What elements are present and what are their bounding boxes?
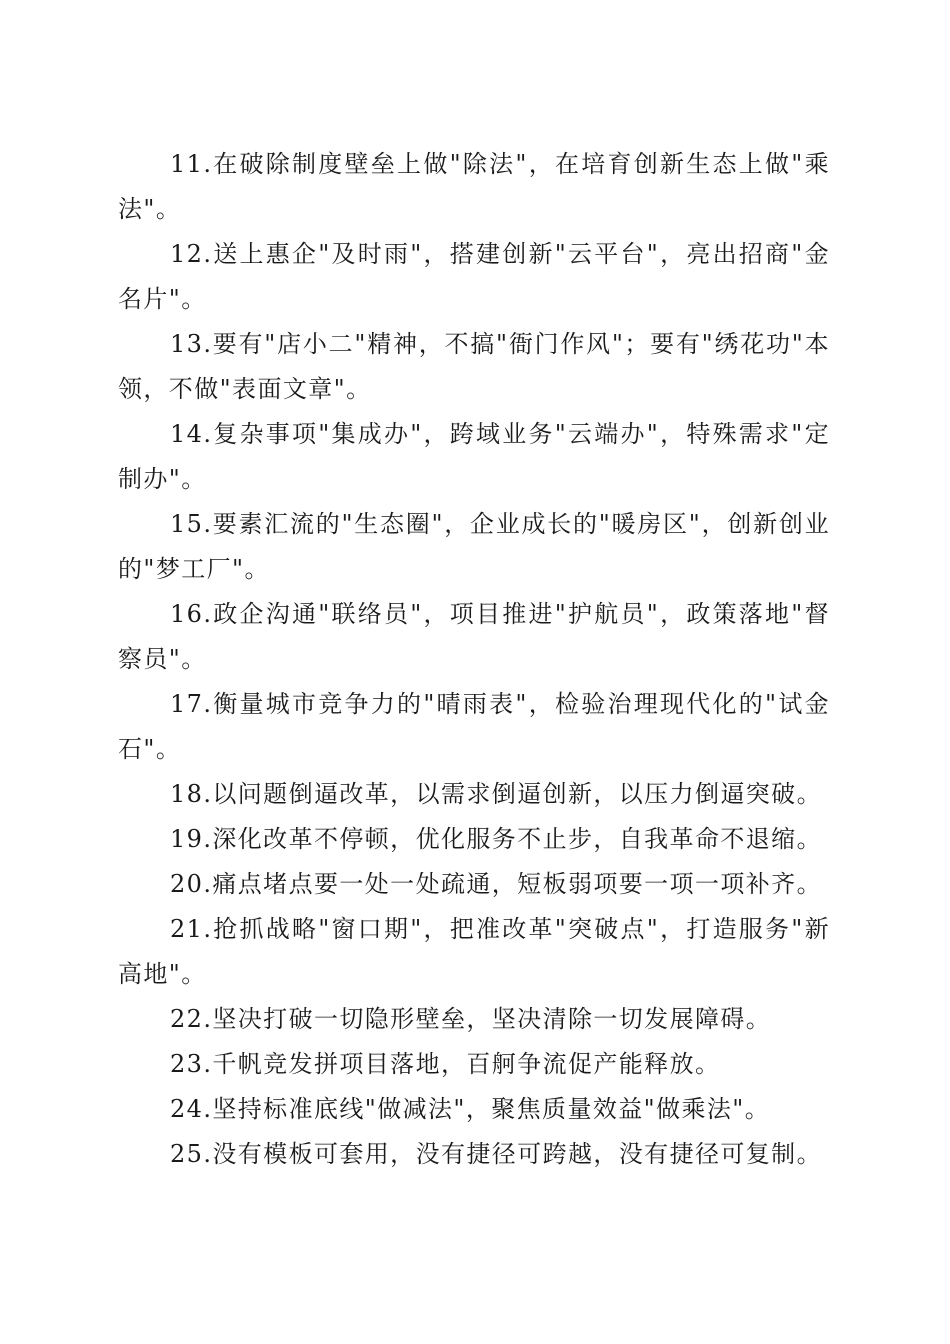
- list-item: 25.没有模板可套用，没有捷径可跨越，没有捷径可复制。: [170, 1140, 822, 1168]
- list-item: 11.在破除制度壁垒上做"除法"，在培育创新生态上做"乘法"。: [118, 150, 830, 223]
- list-item: 13.要有"店小二"精神，不搞"衙门作风"；要有"绣花功"本领，不做"表面文章"。: [118, 330, 830, 403]
- list-item: 20.痛点堵点要一处一处疏通，短板弱项要一项一项补齐。: [170, 870, 822, 898]
- list-item: 18.以问题倒逼改革，以需求倒逼创新，以压力倒逼突破。: [170, 780, 822, 808]
- list-item: 16.政企沟通"联络员"，项目推进"护航员"，政策落地"督察员"。: [118, 600, 830, 673]
- list-item: 24.坚持标准底线"做减法"，聚焦质量效益"做乘法"。: [170, 1095, 771, 1123]
- list-item: 19.深化改革不停顿，优化服务不止步，自我革命不退缩。: [170, 825, 822, 853]
- document-body: [118, 142, 830, 1177]
- list-item: 15.要素汇流的"生态圈"，企业成长的"暖房区"，创新创业的"梦工厂"。: [118, 510, 830, 583]
- list-item: 21.抢抓战略"窗口期"，把准改革"突破点"，打造服务"新高地"。: [118, 915, 830, 988]
- list-item: 12.送上惠企"及时雨"，搭建创新"云平台"，亮出招商"金名片"。: [118, 240, 830, 313]
- list-item: 17.衡量城市竞争力的"晴雨表"，检验治理现代化的"试金石"。: [118, 690, 830, 763]
- list-item: 14.复杂事项"集成办"，跨域业务"云端办"，特殊需求"定制办"。: [118, 420, 830, 493]
- list-item: 22.坚决打破一切隐形壁垒，坚决清除一切发展障碍。: [170, 1005, 772, 1033]
- list-item: 23.千帆竞发拼项目落地，百舸争流促产能释放。: [170, 1050, 721, 1078]
